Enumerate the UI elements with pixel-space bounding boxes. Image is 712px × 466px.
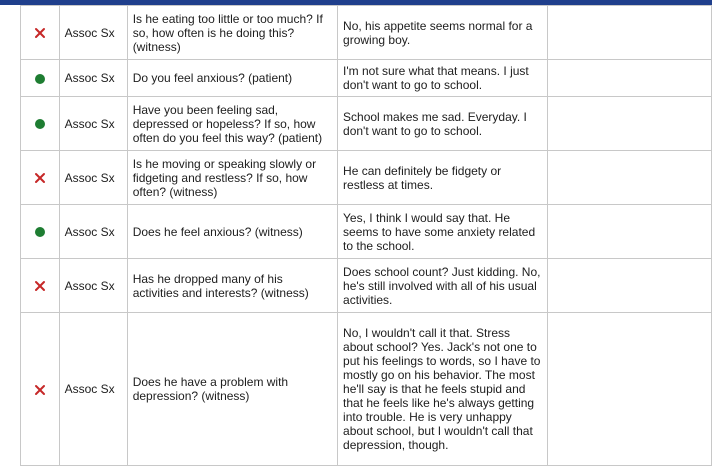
note-cell xyxy=(548,97,712,151)
table-row xyxy=(21,259,712,313)
table-row xyxy=(21,6,712,60)
interview-table xyxy=(20,5,712,466)
answer-cell: I'm not sure what that means. I just don't want to go to school. xyxy=(338,60,548,97)
category-cell: Assoc Sx xyxy=(59,313,127,466)
status-cell xyxy=(21,151,60,205)
question-cell: Is he moving or speaking slowly or fidgeting and restless? If so, how often? (witness) xyxy=(127,151,337,205)
green-dot-icon xyxy=(34,73,46,85)
table-row xyxy=(21,151,712,205)
answer-cell: No, I wouldn't call it that. Stress about school? Yes. Jack's not one to put his feelings to words, so I have to mostly go on his behavior. The most he'll say is that he feels stupid and that he feels like he's always getting into trouble. He is very unhappy about school, but I wouldn't call that depression, though. xyxy=(338,313,548,466)
answer-cell: Does school count? Just kidding. No, he's still involved with all of his usual activities. xyxy=(338,259,548,313)
question-cell: Is he eating too little or too much? If so, how often is he doing this? (witness) xyxy=(127,6,337,60)
table-row xyxy=(21,60,712,97)
note-cell xyxy=(548,313,712,466)
note-cell xyxy=(548,60,712,97)
status-cell xyxy=(21,6,60,60)
status-cell xyxy=(21,205,60,259)
table-row xyxy=(21,313,712,466)
answer-cell: No, his appetite seems normal for a growing boy. xyxy=(338,6,548,60)
red-x-icon xyxy=(34,280,46,292)
note-cell xyxy=(548,259,712,313)
green-dot-icon xyxy=(34,118,46,130)
table-row xyxy=(21,205,712,259)
answer-cell: School makes me sad. Everyday. I don't want to go to school. xyxy=(338,97,548,151)
red-x-icon xyxy=(34,27,46,39)
category-cell: Assoc Sx xyxy=(59,151,127,205)
category-cell: Assoc Sx xyxy=(59,205,127,259)
category-cell: Assoc Sx xyxy=(59,6,127,60)
red-x-icon xyxy=(34,172,46,184)
table-row xyxy=(21,97,712,151)
note-cell xyxy=(548,205,712,259)
category-cell: Assoc Sx xyxy=(59,60,127,97)
note-cell xyxy=(548,151,712,205)
question-cell: Has he dropped many of his activities and interests? (witness) xyxy=(127,259,337,313)
answer-cell: He can definitely be fidgety or restless at times. xyxy=(338,151,548,205)
red-x-icon xyxy=(34,384,46,396)
question-cell: Does he feel anxious? (witness) xyxy=(127,205,337,259)
question-cell: Does he have a problem with depression? (witness) xyxy=(127,313,337,466)
answer-cell: Yes, I think I would say that. He seems to have some anxiety related to the school. xyxy=(338,205,548,259)
status-cell xyxy=(21,97,60,151)
status-cell xyxy=(21,259,60,313)
note-cell xyxy=(548,6,712,60)
status-cell xyxy=(21,313,60,466)
status-cell xyxy=(21,60,60,97)
category-cell: Assoc Sx xyxy=(59,259,127,313)
category-cell: Assoc Sx xyxy=(59,97,127,151)
question-cell: Have you been feeling sad, depressed or hopeless? If so, how often do you feel this way? (patient) xyxy=(127,97,337,151)
question-cell: Do you feel anxious? (patient) xyxy=(127,60,337,97)
green-dot-icon xyxy=(34,226,46,238)
interview-table-body xyxy=(21,6,712,466)
